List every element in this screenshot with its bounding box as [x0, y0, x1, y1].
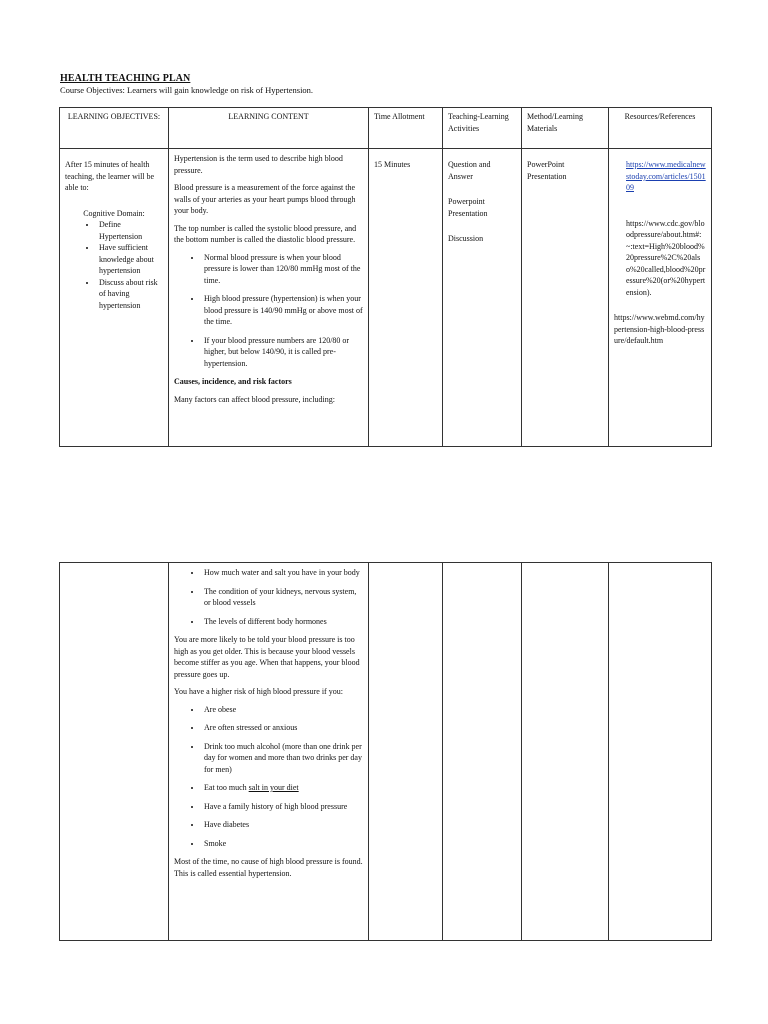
- reference-link[interactable]: https://www.cdc.gov/bloodpressure/about.htm#:~:text=High%20blood%20pressure%2C%20also%20called,blood%20pressure%20(or%20hypertension).: [626, 218, 706, 297]
- header-time-allotment: Time Allotment: [369, 108, 443, 149]
- resources-cell: [609, 563, 712, 941]
- activities-cell: [443, 563, 522, 941]
- resources-cell: [609, 149, 712, 447]
- objectives-list: [65, 219, 163, 311]
- header-learning-objectives: LEARNING OBJECTIVES:: [60, 108, 169, 149]
- document-title: HEALTH TEACHING PLAN: [60, 73, 191, 84]
- list-item: • Smoke: [202, 838, 363, 850]
- content-paragraph: Blood pressure is a measurement of the force against the walls of your arteries as your heart pumps blood through your body.: [174, 183, 356, 215]
- table-header-row: [60, 108, 712, 149]
- content-paragraph: You are more likely to be told your blood pressure is too high as you get older. This is because your blood vessels become stiffer as you age. When that happens, your blood pressure goes up.: [174, 635, 360, 679]
- content-paragraph: Many factors can affect blood pressure, including:: [174, 394, 335, 404]
- list-item: • The levels of different body hormones: [202, 616, 363, 628]
- header-teaching-activities: Teaching-Learning Activities: [443, 108, 522, 149]
- content-paragraph: The top number is called the systolic blood pressure, and the bottom number is called the diastolic blood pressure.: [174, 223, 357, 244]
- method-cell: [522, 563, 609, 941]
- salt-link[interactable]: salt in your diet: [248, 783, 299, 792]
- list-item: • Discuss about risk of having hypertension: [97, 277, 163, 312]
- header-method-materials: Method/Learning Materials: [522, 108, 609, 149]
- list-item: [202, 782, 363, 794]
- teaching-plan-table: [59, 107, 712, 447]
- content-cell: [169, 149, 369, 447]
- objectives-cell: [60, 563, 169, 941]
- content-paragraph: Most of the time, no cause of high blood pressure is found. This is called essential hypertension.: [174, 857, 363, 878]
- header-learning-content: LEARNING CONTENT: [169, 108, 369, 149]
- list-item: • High blood pressure (hypertension) is when your blood pressure is 140/90 mmHg or above most of the time.: [202, 293, 363, 328]
- activities-cell: [443, 149, 522, 447]
- content-paragraph: Hypertension is the term used to describe high blood pressure.: [174, 154, 343, 175]
- list-item: • Are obese: [202, 704, 363, 716]
- content-bullets: [174, 567, 363, 627]
- activity-item: Discussion: [448, 234, 484, 243]
- content-cell: [169, 563, 369, 941]
- time-cell: 15 Minutes: [369, 149, 443, 447]
- list-item: • If your blood pressure numbers are 120/80 or higher, but below 140/90, it is called pre-hypertension.: [202, 335, 363, 370]
- list-item: • Have diabetes: [202, 819, 363, 831]
- table-row: [60, 563, 712, 941]
- reference-link[interactable]: https://www.webmd.com/hypertension-high-blood-pressure/default.htm: [614, 313, 705, 345]
- content-bullets: [174, 252, 363, 370]
- teaching-plan-table-continued: [59, 562, 712, 941]
- course-objective: Course Objectives: Learners will gain knowledge on risk of Hypertension.: [60, 85, 314, 95]
- list-item: • Are often stressed or anxious: [202, 722, 363, 734]
- objectives-intro: After 15 minutes of health teaching, the learner will be able to:: [65, 160, 155, 192]
- list-item: • The condition of your kidneys, nervous system, or blood vessels: [202, 586, 363, 609]
- table-row: [60, 149, 712, 447]
- list-item: • Normal blood pressure is when your blood pressure is lower than 120/80 mmHg most of the time.: [202, 252, 363, 287]
- salt-prefix: Eat too much: [204, 783, 249, 792]
- reference-link[interactable]: https://www.medicalnewstoday.com/articles/150109: [626, 160, 706, 192]
- header-resources: Resources/References: [609, 108, 712, 149]
- list-item: • How much water and salt you have in your body: [202, 567, 363, 579]
- activity-item: Question and Answer: [448, 160, 491, 181]
- risk-factor-bullets: [174, 704, 363, 850]
- list-item: • Have sufficient knowledge about hypertension: [97, 242, 163, 277]
- time-cell: [369, 563, 443, 941]
- cognitive-domain-label: Cognitive Domain:: [83, 208, 145, 218]
- content-paragraph: You have a higher risk of high blood pressure if you:: [174, 687, 343, 696]
- list-item: • Define Hypertension: [97, 219, 163, 242]
- list-item: • Have a family history of high blood pressure: [202, 801, 363, 813]
- list-item: • Drink too much alcohol (more than one drink per day for women and more than two drinks per day for men): [202, 741, 363, 776]
- activity-item: Powerpoint Presentation: [448, 197, 488, 218]
- content-heading: Causes, incidence, and risk factors: [174, 377, 292, 386]
- method-cell: PowerPoint Presentation: [522, 149, 609, 447]
- objectives-cell: [60, 149, 169, 447]
